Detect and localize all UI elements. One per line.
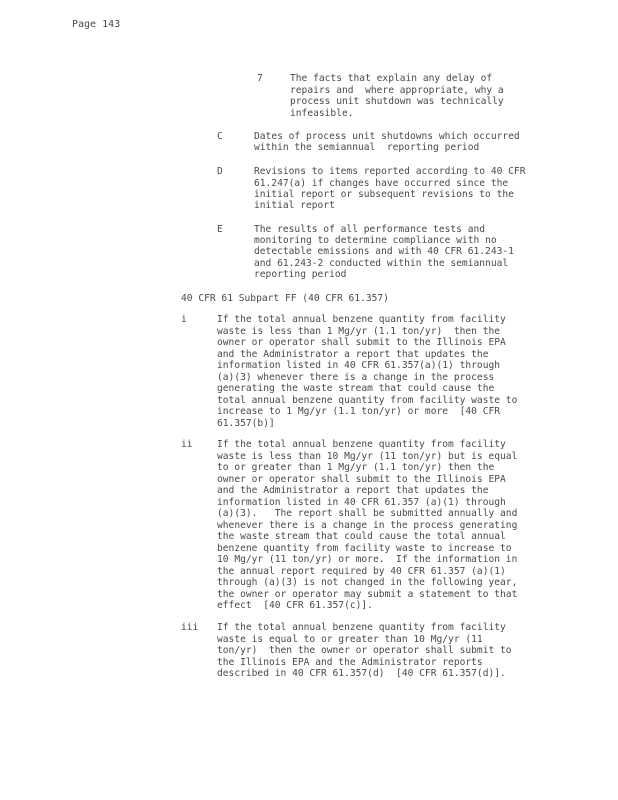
- paragraph-line: the owner or operator may submit a statement to that: [217, 589, 518, 600]
- paragraph-line: (a)(3). The report shall be submitted annually and: [217, 508, 518, 519]
- paragraph-line: owner or operator shall submit to the Illinois EPA: [217, 337, 506, 348]
- paragraph-line: information listed in 40 CFR 61.357 (a)(1) through: [217, 497, 506, 508]
- item-label: C: [217, 131, 223, 142]
- paragraph-line: to or greater than 1 Mg/yr (1.1 ton/yr) then the: [217, 462, 495, 473]
- item-line: repairs and where appropriate, why a: [290, 85, 504, 96]
- item-line: monitoring to determine compliance with no: [254, 235, 497, 246]
- paragraph-line: effect [40 CFR 61.357(c)].: [217, 600, 373, 611]
- paragraph-line: generating the waste stream that could cause the: [217, 383, 495, 394]
- item-line: The results of all performance tests and: [254, 224, 486, 235]
- section-heading: 40 CFR 61 Subpart FF (40 CFR 61.357): [181, 293, 389, 304]
- item-line: process unit shutdown was technically: [290, 96, 504, 107]
- item-label: D: [217, 166, 223, 177]
- paragraph-line: the Illinois EPA and the Administrator reports: [217, 657, 483, 668]
- paragraph-line: increase to 1 Mg/yr (1.1 ton/yr) or more [40 CFR: [217, 406, 501, 417]
- paragraph-line: information listed in 40 CFR 61.357(a)(1) through: [217, 360, 501, 371]
- item-line: Dates of process unit shutdowns which occurred: [254, 131, 520, 142]
- paragraph-line: waste is equal to or greater than 10 Mg/yr (11: [217, 634, 483, 645]
- item-line: The facts that explain any delay of: [290, 73, 493, 84]
- paragraph-line: total annual benzene quantity from facility waste to: [217, 395, 518, 406]
- paragraph-line: waste is less than 10 Mg/yr (11 ton/yr) but is equal: [217, 451, 518, 462]
- item-line: reporting period: [254, 269, 347, 280]
- paragraph-label: ii: [181, 439, 193, 450]
- paragraph-line: the waste stream that could cause the total annual: [217, 531, 506, 542]
- paragraph-line: the annual report required by 40 CFR 61.357 (a)(1): [217, 566, 506, 577]
- paragraph-line: benzene quantity from facility waste to increase to: [217, 543, 512, 554]
- paragraph-line: through (a)(3) is not changed in the following year,: [217, 577, 518, 588]
- paragraph-line: 61.357(b)]: [217, 418, 275, 429]
- paragraph-line: 10 Mg/yr (11 ton/yr) or more. If the information in: [217, 554, 518, 565]
- paragraph-line: owner or operator shall submit to the Illinois EPA: [217, 474, 506, 485]
- item-label: E: [217, 224, 223, 235]
- paragraph-line: (a)(3) whenever there is a change in the process: [217, 372, 495, 383]
- item-line: and 61.243-2 conducted within the semiannual: [254, 258, 509, 269]
- item-line: 61.247(a) if changes have occurred since the: [254, 178, 509, 189]
- paragraph-line: whenever there is a change in the process generating: [217, 520, 518, 531]
- paragraph-line: and the Administrator a report that updates the: [217, 485, 489, 496]
- paragraph-line: ton/yr) then the owner or operator shall submit to: [217, 645, 512, 656]
- paragraph-line: If the total annual benzene quantity from facility: [217, 314, 506, 325]
- paragraph-line: If the total annual benzene quantity from facility: [217, 439, 506, 450]
- item-line: infeasible.: [290, 108, 354, 119]
- paragraph-line: waste is less than 1 Mg/yr (1.1 ton/yr) then the: [217, 326, 501, 337]
- paragraph-label: i: [181, 314, 187, 325]
- page-number: Page 143: [72, 19, 121, 30]
- paragraph-line: If the total annual benzene quantity from facility: [217, 622, 506, 633]
- paragraph-line: and the Administrator a report that updates the: [217, 349, 489, 360]
- item-line: initial report: [254, 200, 335, 211]
- item-line: initial report or subsequent revisions to the: [254, 189, 514, 200]
- paragraph-line: described in 40 CFR 61.357(d) [40 CFR 61.357(d)].: [217, 668, 506, 679]
- item-line: within the semiannual reporting period: [254, 142, 480, 153]
- item-label: 7: [257, 73, 263, 84]
- item-line: Revisions to items reported according to 40 CFR: [254, 166, 526, 177]
- paragraph-label: iii: [181, 622, 199, 633]
- item-line: detectable emissions and with 40 CFR 61.243-1: [254, 246, 514, 257]
